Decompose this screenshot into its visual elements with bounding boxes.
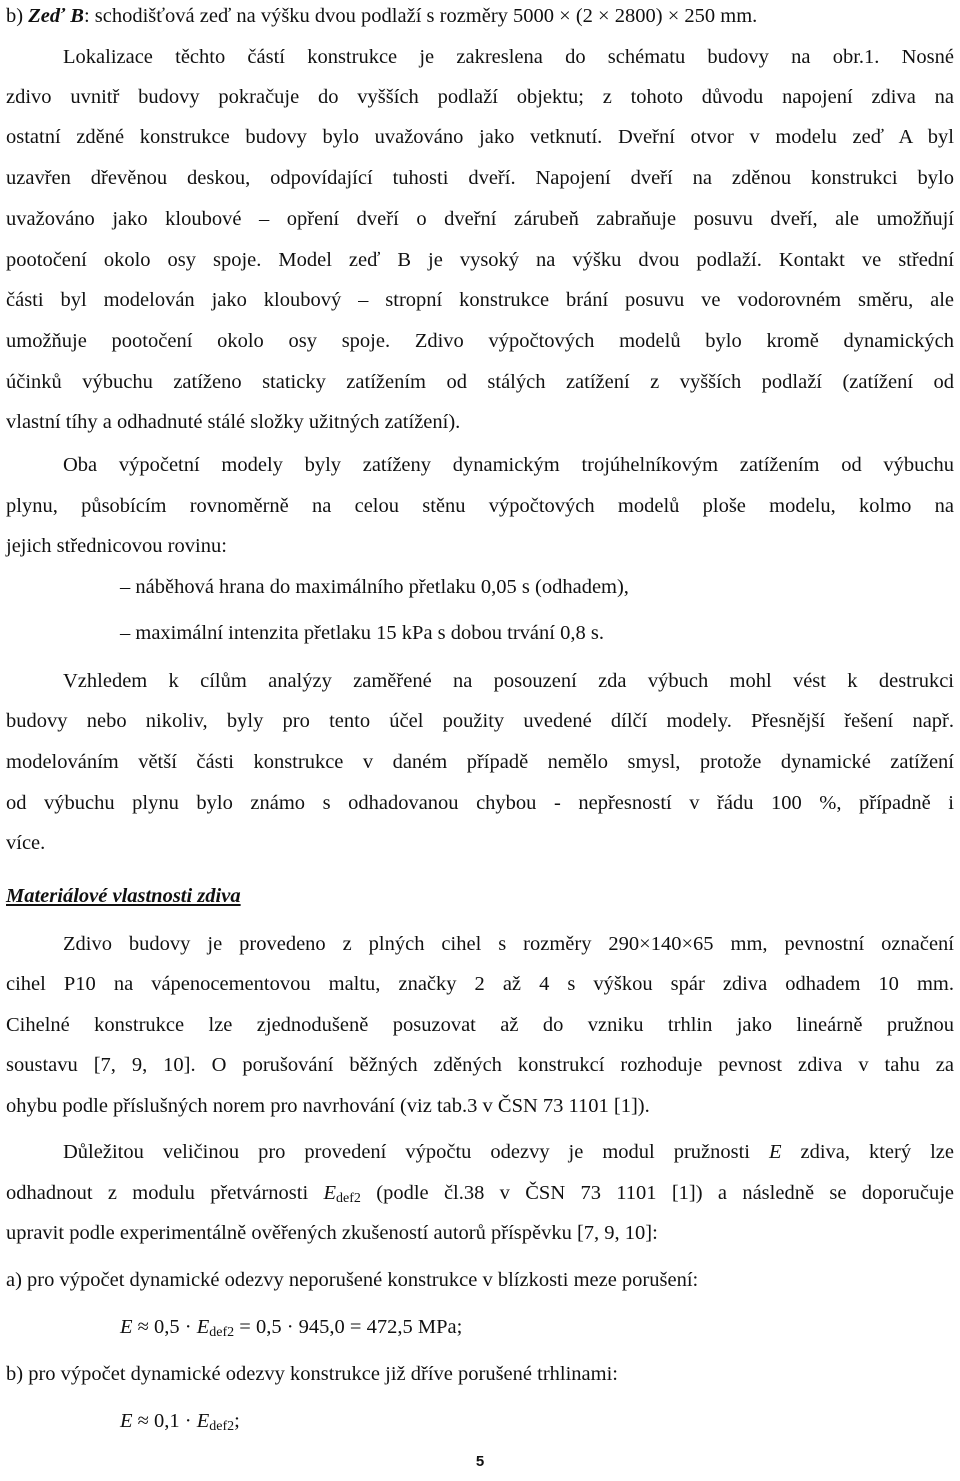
list-item: a) pro výpočet dynamické odezvy neporušené konstrukce v blízkosti meze porušení: bbox=[6, 1269, 699, 1291]
text-line: odhadnout z modulu přetvárnosti $E_{def2}$ (podle čl.38 v ČSN 73 1101 [1]) a následně se doporučuje bbox=[6, 1182, 954, 1206]
text-line: budovy nebo nikoliv, byly pro tento účel použity uvedené dílčí modely. Přesnější řešení např. bbox=[6, 710, 954, 732]
text-line: upravit podle experimentálně ověřených zkušeností autorů příspěvku [7, 9, 10]: bbox=[6, 1222, 658, 1244]
text-line: od výbuchu plynu bylo známo s odhadovanou chybou - nepřesností v řádu 100 %, případně i bbox=[6, 792, 954, 814]
text-line: cihel P10 na vápenocementovou maltu, značky 2 až 4 s výškou spár zdiva odhadem 10 mm. bbox=[6, 973, 954, 995]
page-number: 5 bbox=[475, 1453, 485, 1470]
text-line: jejich střednicovou rovinu: bbox=[6, 535, 227, 557]
text-line: modelováním větší části konstrukce v daném případě nemělo smysl, protože dynamické zatížení bbox=[6, 751, 954, 773]
text-line: uzavřen dřevěnou deskou, odpovídající tuhosti dveří. Napojení dveří na zděnou konstrukci bylo bbox=[6, 167, 954, 189]
text-line: umožňuje pootočení okolo osy spoje. Zdivo výpočtových modelů bylo kromě dynamických bbox=[6, 330, 954, 352]
text-line: soustavu [7, 9, 10]. O porušování běžných zděných konstrukcí rozhoduje pevnost zdiva v tahu za bbox=[6, 1054, 954, 1076]
text-line: Zdivo budovy je provedeno z plných cihel s rozměry 290×140×65 mm, pevnostní označení bbox=[63, 933, 954, 955]
text-line: Lokalizace těchto částí konstrukce je zakreslena do schématu budovy na obr.1. Nosné bbox=[63, 46, 954, 68]
text-line: více. bbox=[6, 832, 46, 854]
text-line: Cihelné konstrukce lze zjednodušeně posuzovat až do vzniku trhlin jako lineárně pružnou bbox=[6, 1014, 954, 1036]
text-line: uvažováno jako kloubové – opření dveří o dveřní zárubeň zabraňuje posuvu dveří, ale umožňují bbox=[6, 208, 954, 230]
text-line: zdivo uvnitř budovy pokračuje do vyšších podlaží objektu; z tohoto důvodu napojení zdiva na bbox=[6, 86, 954, 108]
section-heading: Materiálové vlastnosti zdiva bbox=[6, 885, 241, 907]
text-line: Vzhledem k cílům analýzy zaměřené na posouzení zda výbuch mohl vést k destrukci bbox=[63, 670, 954, 692]
text-line: b) Zeď B: schodišťová zeď na výšku dvou podlaží s rozměry 5000 × (2 × 2800) × 250 mm. bbox=[6, 5, 758, 27]
text-line: Důležitou veličinou pro provedení výpočtu odezvy je modul pružnosti E zdiva, který lze bbox=[63, 1141, 954, 1163]
text-line: ostatní zděné konstrukce budovy bylo uvažováno jako vetknutí. Dveřní otvor v modelu zeď A byl bbox=[6, 126, 954, 148]
text-line: vlastní tíhy a odhadnuté stálé složky užitných zatížení). bbox=[6, 411, 461, 433]
text-line: ohybu podle příslušných norem pro navrhování (viz tab.3 v ČSN 73 1101 [1]). bbox=[6, 1095, 650, 1117]
list-item: – maximální intenzita přetlaku 15 kPa s dobou trvání 0,8 s. bbox=[120, 622, 604, 644]
text-line: plynu, působícím rovnoměrně na celou stěnu výpočtových modelů ploše modelu, kolmo na bbox=[6, 495, 954, 517]
formula: $E \approx 0,1 \cdot E_{def2}$; bbox=[120, 1410, 240, 1434]
text-line: Oba výpočetní modely byly zatíženy dynamickým trojúhelníkovým zatížením od výbuchu bbox=[63, 454, 954, 476]
text-line: části byl modelován jako kloubový – stropní konstrukce brání posuvu ve vodorovném směru, ale bbox=[6, 289, 954, 311]
text-line: účinků výbuchu zatíženo staticky zatížením od stálých zatížení z vyšších podlaží (zatížení od bbox=[6, 371, 954, 393]
list-item: b) pro výpočet dynamické odezvy konstrukce již dříve porušené trhlinami: bbox=[6, 1363, 618, 1385]
text-line: pootočení okolo osy spoje. Model zeď B je vysoký na výšku dvou podlaží. Kontakt ve střední bbox=[6, 249, 954, 271]
list-item: – náběhová hrana do maximálního přetlaku 0,05 s (odhadem), bbox=[120, 576, 629, 598]
formula: $E \approx 0,5 \cdot E_{def2} = 0,5 \cdot 945,0 = 472,5$ MPa; bbox=[120, 1316, 463, 1340]
